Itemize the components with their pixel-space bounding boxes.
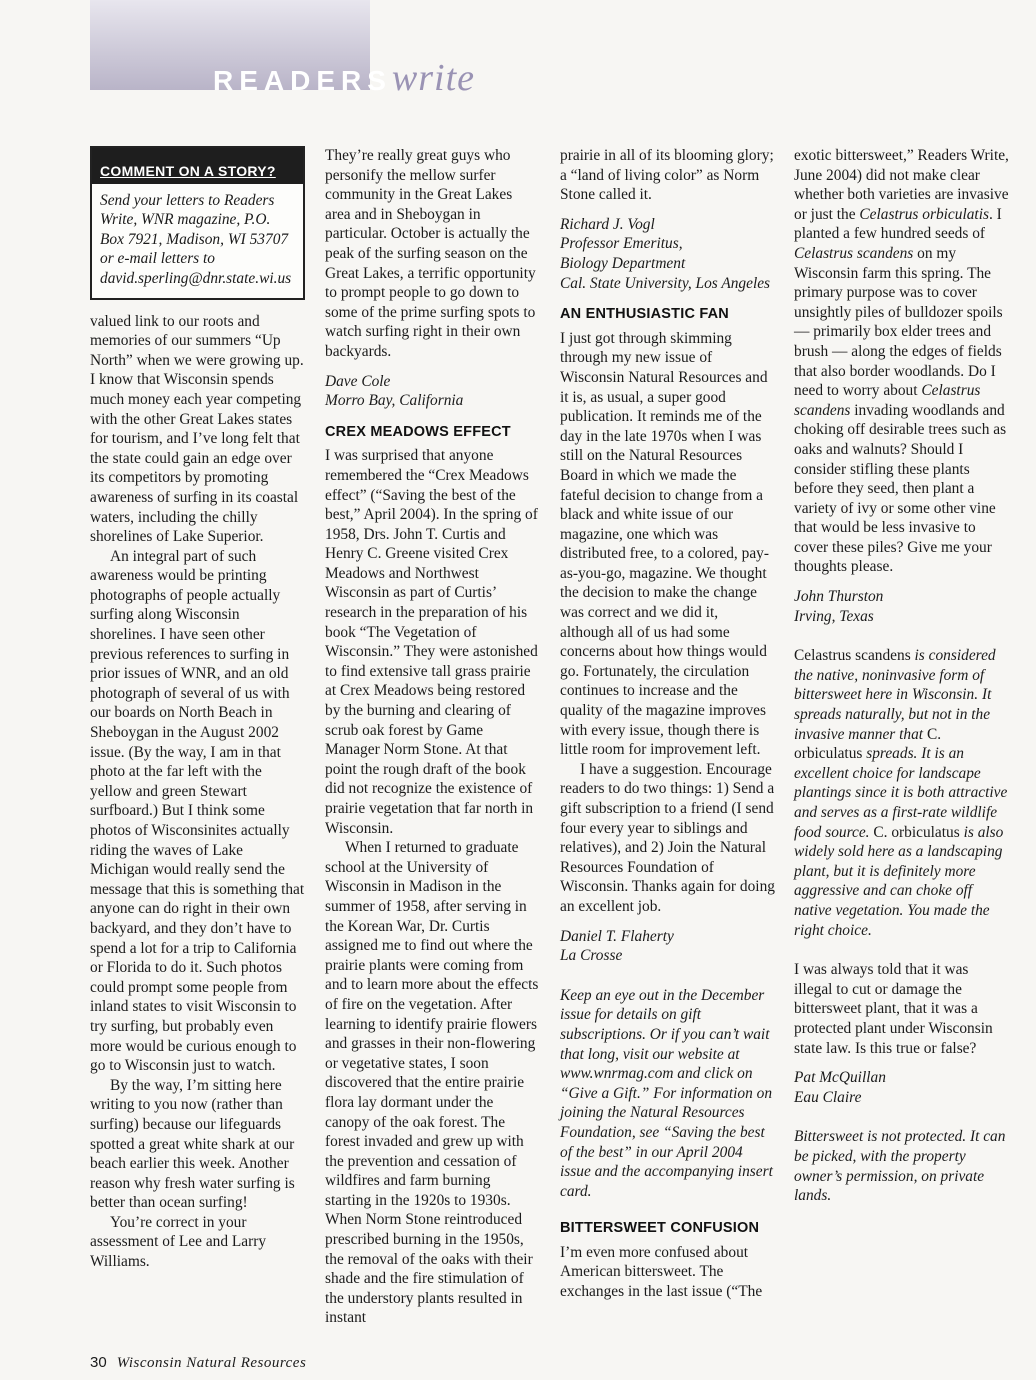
paragraph: I was always told that it was illegal to cut or damage the bittersweet plant, that it was a protected plant under Wisconsin state law. Is this true or false? — [794, 961, 993, 1057]
comment-box-heading: COMMENT ON A STORY? — [92, 148, 303, 184]
signature-location: Cal. State University, Los Angeles — [560, 274, 771, 292]
paragraph: I have a suggestion. Encourage readers to do two things: 1) Send a gift subscription to a friend (I send four every year to siblings and relatives), and 2) Join the Natural Resources Foundation of Wisconsin. Thanks again for doing an excellent job. — [560, 760, 775, 915]
comment-box-text: Send your letters to Readers Write, WNR magazine, P.O. Box 7921, Madison, WI 53707 or e-mail letters to david.sperling@dnr.state.wi.us — [100, 191, 292, 287]
section-title-script: write — [391, 57, 476, 99]
spacer — [794, 626, 1009, 646]
species-name: C. orbiculatus — [794, 725, 942, 763]
column-2 — [325, 146, 540, 1328]
comment-box — [90, 146, 305, 300]
paragraph: valued link to our roots and memories of our summers “Up North” when we were growing up. I know that Wisconsin spends much money each year competing with the other Great Lakes states for tourism, and I’ve long felt that the state could gain an edge over its competitors by promoting awareness of surfing in its coastal waters, including the chilly shorelines of Lake Superior. — [90, 312, 304, 546]
spacer — [325, 362, 540, 372]
paragraph: They’re really great guys who personify the mellow surfer community in the Great Lakes area and in Sheboygan in particular. October is actually the peak of the surfing season on the Great Lakes, a terrific opportunity to prompt people to go down to some of the prime surfing spots to watch surfing right in their own backyards. — [325, 147, 536, 360]
paragraph: I was surprised that anyone remembered the “Crex Meadows effect” (“Saving the best of the best,” April 2004). In the spring of 1958, Drs. John T. Curtis and Henry C. Greene visited Crex Meadows and Northwest Wisconsin as part of Curtis’ research in the preparation of his book “The Vegetation of Wisconsin.” They were astonished to find extensive tall grass prairie at Crex Meadows being restored by the burning and clearing of scrub oak forest by Game Manager Norm Stone. At that point the rough draft of the book did not recognize the existence of prairie vegetation that far north in Wisconsin. — [325, 447, 538, 837]
signature-name: John Thurston — [794, 588, 884, 606]
spacer — [794, 940, 1009, 960]
editor-reply: Bittersweet is not protected. It can be picked, with the property owner’s permission, on private lands. — [794, 1128, 1006, 1205]
editor-reply — [794, 646, 1009, 940]
spacer — [794, 1107, 1009, 1127]
text-run: invading woodlands and choking off desirable trees such as oaks and walnuts? Should I consider stifling these plants before they seed, then plant a variety of ivy or some other vine that would be less invasive to cover these piles? Give me your thoughts please. — [794, 401, 1007, 576]
letter-heading: BITTERSWEET CONFUSION — [560, 1220, 760, 1237]
species-name: Celastrus scandens — [794, 647, 911, 665]
magazine-name: Wisconsin Natural Resources — [116, 1355, 307, 1371]
text-run: on my Wisconsin farm this spring. The primary purpose was to cover unsightly piles of bulldozer spoils — primarily box elder trees and brush — along the edges of fields that also border woodlands. Do I need to worry about — [794, 244, 1003, 400]
spacer — [560, 917, 775, 927]
signature-location: Morro Bay, California — [325, 392, 464, 410]
signature-name: Pat McQuillan — [794, 1069, 886, 1087]
letter-heading: AN ENTHUSIASTIC FAN — [560, 306, 729, 323]
text-run: is also widely sold here as a landscaping plant, but it is definitely more aggressive and can choke off native vegetation. You made the right choice. — [794, 823, 1004, 939]
paragraph: I’m even more confused about American bittersweet. The exchanges in the last issue (“The — [560, 1243, 763, 1301]
page-number: 30 — [90, 1354, 107, 1371]
signature-name: Dave Cole — [325, 372, 391, 390]
signature-location: Irving, Texas — [794, 607, 874, 625]
paragraph — [794, 146, 1009, 577]
species-name: Celastrus orbiculatis — [859, 205, 989, 223]
signature-title: Professor Emeritus, — [560, 235, 683, 253]
species-name: Celastrus scandens — [794, 244, 914, 262]
column-1 — [90, 146, 305, 1272]
spacer — [560, 966, 775, 986]
column-3 — [560, 146, 775, 1302]
signature-name: Daniel T. Flaherty — [560, 927, 674, 945]
signature-name: Richard J. Vogl — [560, 215, 655, 233]
letter-heading: CREX MEADOWS EFFECT — [325, 423, 511, 440]
paragraph: I just got through skimming through my new issue of Wisconsin Natural Resources and it is, as usual, a super good publication. It reminds me of the day in the late 1970s when I was still on the Natural Resources Board in which we made the fateful decision to change from a black and white issue of our magazine, one which was distributed free, to a colored, pay-as-you-go, magazine. We thought the decision to make the change was correct and we did it, although all of us had some concerns about how things would go. Fortunately, the circulation continues to increase and the quality of the magazine improves with every issue, though there is little room for improvement left. — [560, 329, 769, 759]
text-run: exotic bittersweet,” Readers Write, June 2004) did not make clear whether both varieties are invasive or just the — [794, 147, 1009, 223]
section-title-caps: READERS — [213, 65, 392, 96]
section-title — [213, 56, 475, 100]
text-run: . I planted a few hundred seeds of — [794, 205, 1002, 243]
paragraph: You’re correct in your assessment of Lee and Larry Williams. — [90, 1213, 267, 1271]
signature-location: Eau Claire — [794, 1088, 862, 1106]
spacer — [794, 1058, 1009, 1068]
text-run: spreads. It is an excellent choice for landscape plantings since it is both attractive and serves as a first-rate wildlife food source. — [794, 745, 1008, 841]
spacer — [560, 205, 775, 215]
text-run: is considered the native, noninvasive form of bittersweet here in Wisconsin. It spreads naturally, but not in the invasive manner that — [794, 647, 996, 743]
paragraph: prairie in all of its blooming glory; a “land of living color” as Norm Stone called it. — [560, 147, 774, 204]
species-name: Celastrus scandens — [794, 382, 981, 419]
column-4 — [794, 146, 1009, 1206]
species-name: C. orbiculatus — [873, 823, 960, 841]
paragraph: When I returned to graduate school at the University of Wisconsin in Madison in the summer of 1958, after serving in the Korean War, Dr. Curtis assigned me to find out where the prairie plants were coming from and to learn more about the effects of fire on the vegetation. After learning to identify prairie flowers and grasses in their non-flowering or vegetative states, I soon discovered that the entire prairie flora lay dormant under the canopy of the oak forest. The forest invaded and grew up with the prevention and cessation of wildfires and farm burning starting in the 1920s to 1930s. When Norm Stone reintroduced prescribed burning in the 1950s, the removal of the oaks with their shade and the fire stimulation of the understory plants resulted in instant — [325, 839, 539, 1327]
page-footer — [90, 1354, 306, 1372]
signature-department: Biology Department — [560, 254, 686, 272]
paragraph: An integral part of such awareness would be printing photographs of people actually surfing along Wisconsin shorelines. I have seen other previous references to surfing in prior issues of WNR, and an old photograph of several of us with our boards on North Beach in Sheboygan in the August 2002 issue. (By the way, I am in that photo at the far left with the yellow and green Stewart surfboard.) But I think some photos of Wisconsinites actually riding the waves of Lake Michigan would really send the message that this is something that anyone can do right in their own backyard, and they don’t have to spend a lot for a trip to California or Florida to do it. Such photos could prompt some people from inland states to visit Wisconsin to try surfing, but probably even more would be curious enough to go to Wisconsin just to watch. — [90, 547, 305, 1075]
editor-reply: Keep an eye out in the December issue for details on gift subscriptions. Or if you can’t wait that long, visit our website at www.wnrmag.com and click on “Give a Gift.” For information on joining the Natural Resources Foundation, see “Saving the best of the best” in our April 2004 issue and the accompanying insert card. — [560, 986, 773, 1200]
spacer — [794, 577, 1009, 587]
signature-location: La Crosse — [560, 947, 623, 965]
paragraph: By the way, I’m sitting here writing to you now (rather than surfing) because our lifeguards spotted a great white shark at our beach earlier this week. Another reason why fresh water surfing is better than ocean surfing! — [90, 1076, 295, 1212]
